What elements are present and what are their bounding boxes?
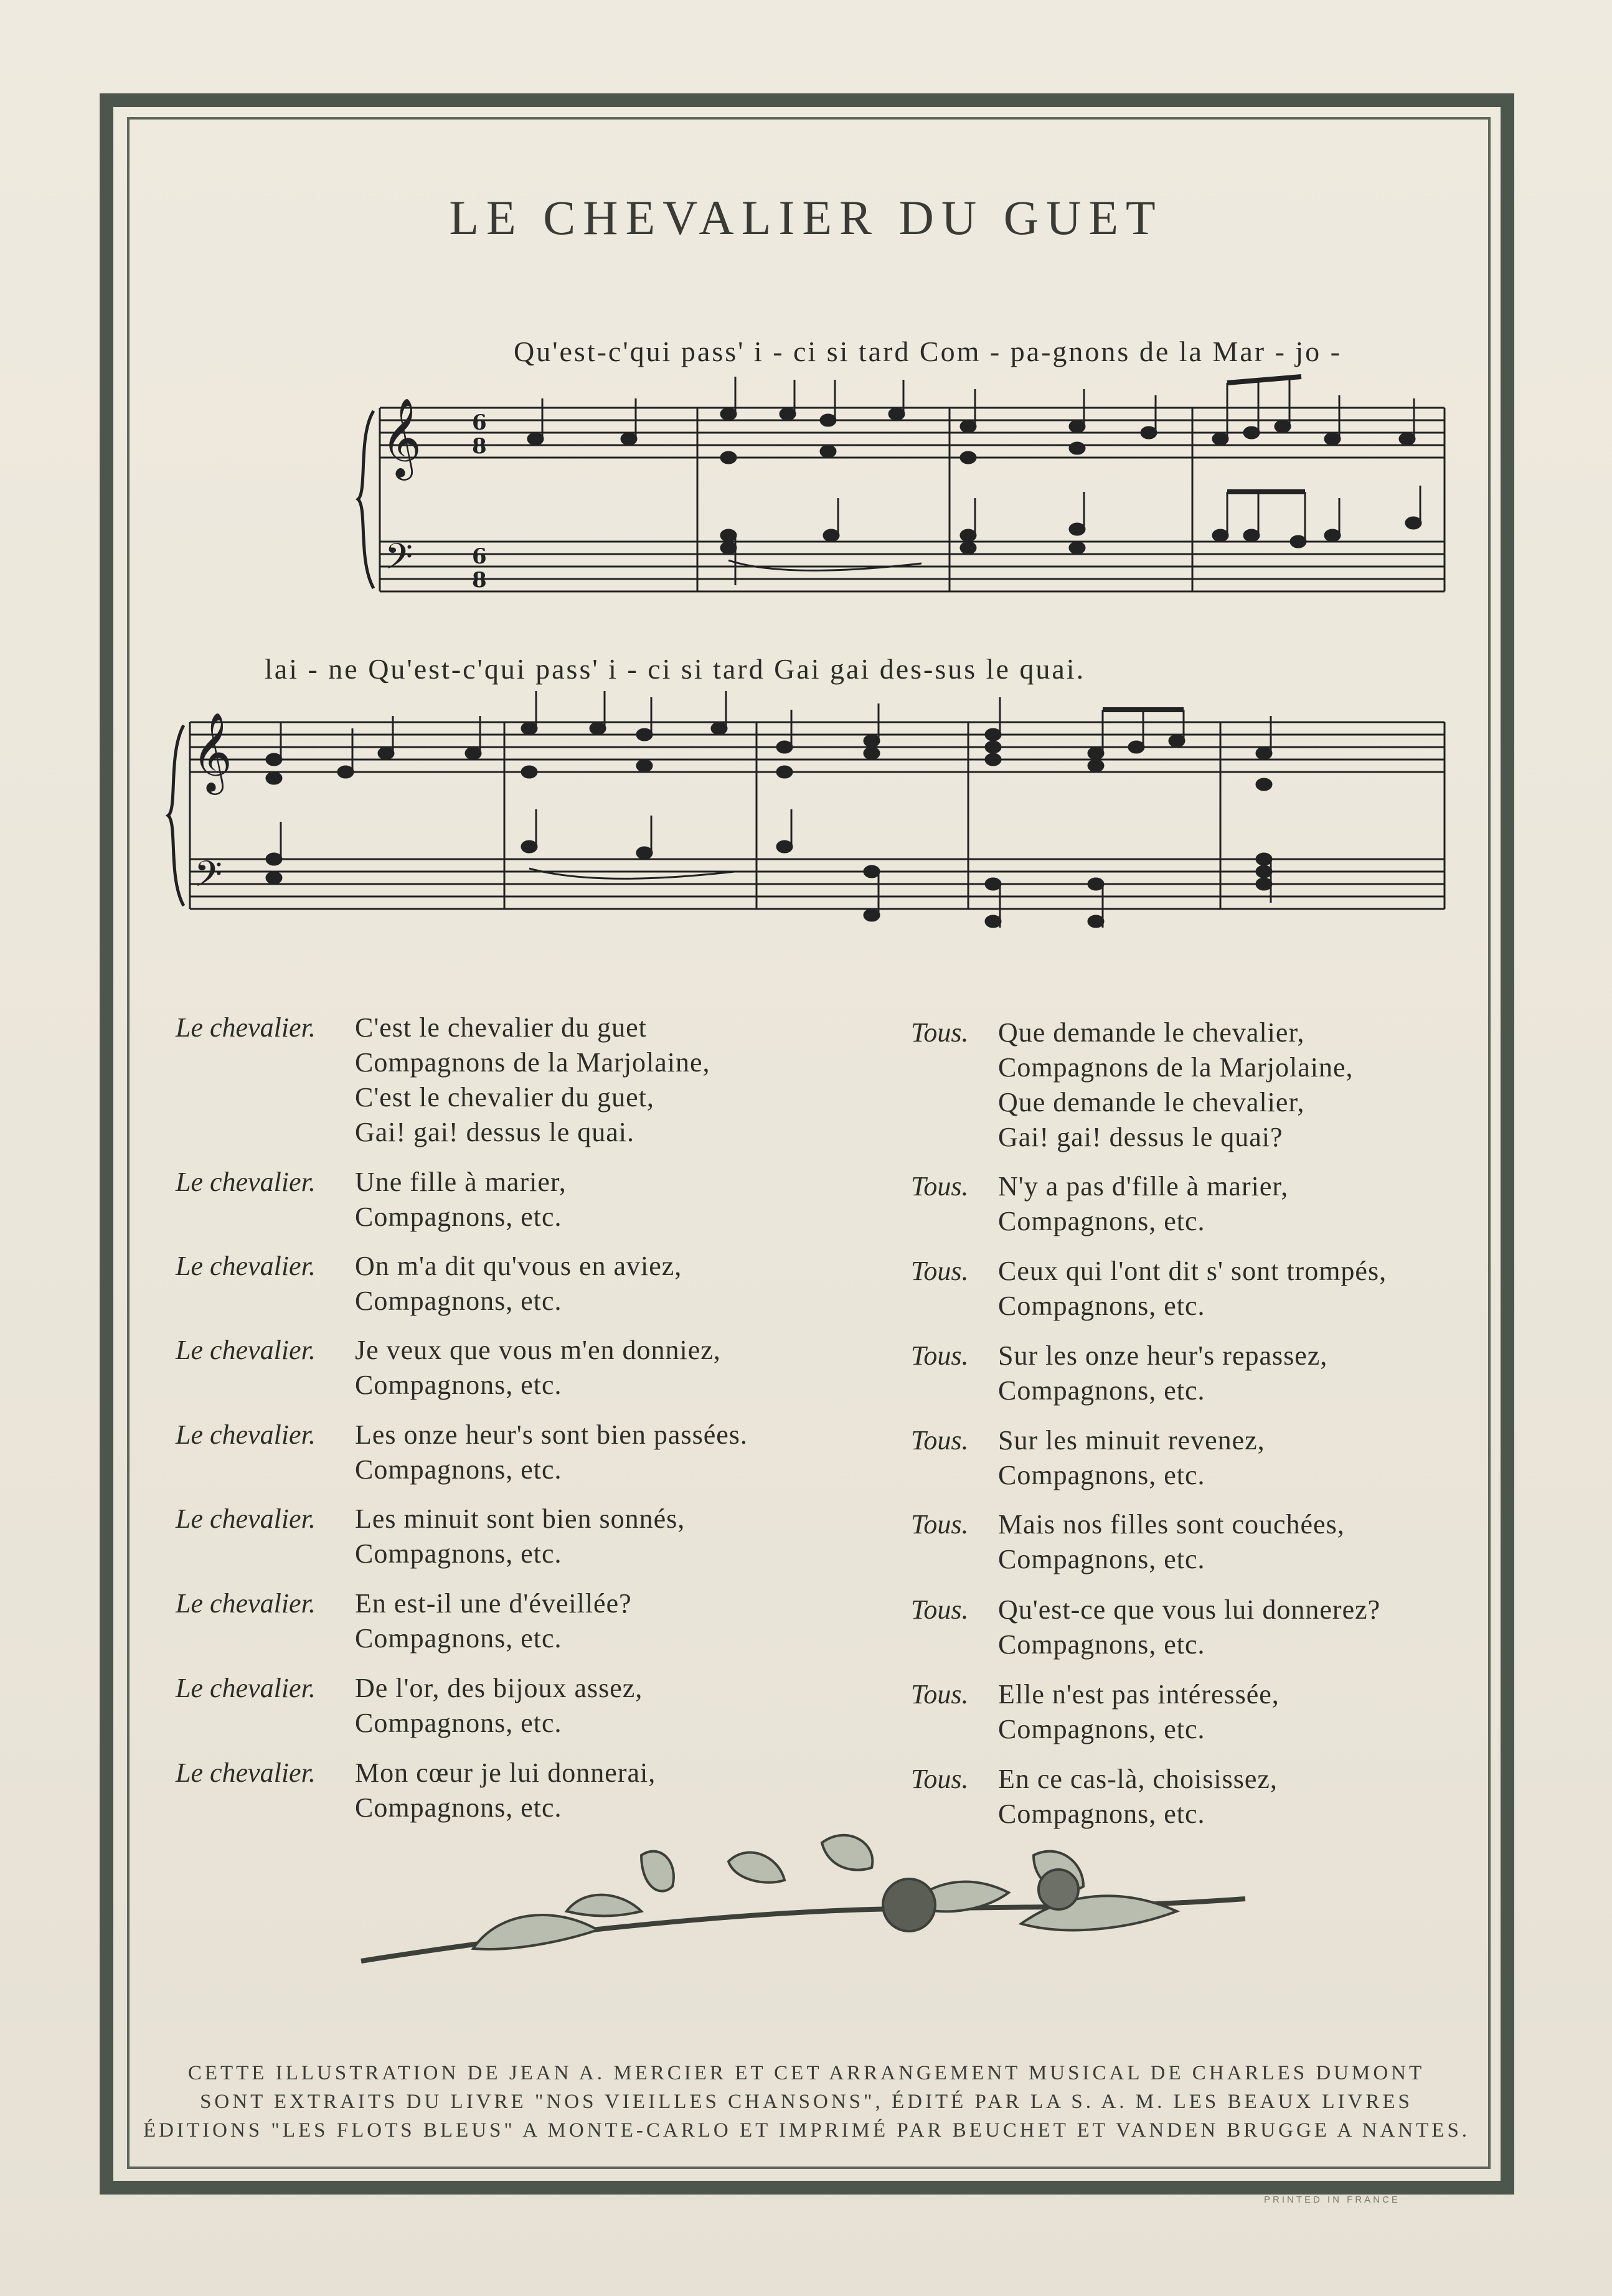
right-verse-1-line-2: Compagnons de la Marjolaine, (998, 1052, 1354, 1083)
system-2 (168, 722, 1445, 909)
right-verse-3-line-2: Compagnons, etc. (998, 1291, 1205, 1321)
credit-line-2: SONT EXTRAITS DU LIVRE "NOS VIEILLES CHANSONS", ÉDITÉ PAR LA S. A. M. LES BEAUX LIVRES (200, 2091, 1413, 2113)
right-verse-1-line-1: Que demande le chevalier, (998, 1017, 1305, 1048)
credit-line-1: CETTE ILLUSTRATION DE JEAN A. MERCIER ET CET ARRANGEMENT MUSICAL DE CHARLES DUMONT (187, 2062, 1425, 2084)
bass-clef-2-icon: 𝄢 (194, 853, 223, 904)
right-verse-7-line-1: Qu'est-ce que vous lui donnerez? (998, 1594, 1381, 1625)
right-verse-2-speaker: Tous. (911, 1171, 969, 1202)
left-verse-6-speaker: Le chevalier. (176, 1503, 316, 1534)
right-verse-9-line-2: Compagnons, etc. (998, 1799, 1205, 1829)
brace-1 (358, 411, 374, 588)
right-verse-8-line-2: Compagnons, etc. (998, 1714, 1205, 1744)
left-verse-9-line-2: Compagnons, etc. (355, 1792, 562, 1823)
left-verse-7-line-1: En est-il une d'éveillée? (355, 1588, 632, 1619)
left-verse-9-line-1: Mon cœur je lui donnerai, (355, 1757, 656, 1788)
right-verse-5-line-1: Sur les minuit revenez, (998, 1425, 1265, 1456)
treble-clef-icon: 𝄞 (381, 397, 422, 477)
left-verse-5-line-2: Compagnons, etc. (355, 1454, 562, 1485)
right-verse-6-speaker: Tous. (911, 1509, 969, 1540)
bass-clef-icon: 𝄢 (385, 535, 413, 586)
score-lyrics-line-2: lai - ne Qu'est-c'qui pass' i - ci si tard Gai gai des-sus le quai. (265, 653, 1086, 685)
right-verse-4-line-2: Compagnons, etc. (998, 1375, 1205, 1406)
left-verse-9-speaker: Le chevalier. (176, 1757, 316, 1788)
left-verse-7-speaker: Le chevalier. (176, 1588, 316, 1619)
left-verse-4-line-2: Compagnons, etc. (355, 1370, 562, 1400)
right-verse-1-speaker: Tous. (911, 1017, 969, 1048)
right-verse-6-line-2: Compagnons, etc. (998, 1544, 1205, 1574)
left-verse-3-line-2: Compagnons, etc. (355, 1286, 562, 1316)
score-lyrics-line-1: Qu'est-c'qui pass' i - ci si tard Com - pa-gnons de la Mar - jo - (514, 336, 1342, 367)
right-verse-6-line-1: Mais nos filles sont couchées, (998, 1509, 1345, 1540)
right-verse-3-line-1: Ceux qui l'ont dit s' sont trompés, (998, 1256, 1387, 1286)
left-verse-4-line-1: Je veux que vous m'en donniez, (355, 1335, 721, 1365)
left-verse-1-line-1: C'est le chevalier du guet (355, 1012, 647, 1043)
right-verse-5-line-2: Compagnons, etc. (998, 1460, 1205, 1490)
left-verse-8-speaker: Le chevalier. (176, 1673, 316, 1703)
left-verse-1-line-3: C'est le chevalier du guet, (355, 1082, 654, 1113)
right-verse-8-speaker: Tous. (911, 1679, 969, 1710)
right-verse-3-speaker: Tous. (911, 1256, 969, 1286)
treble-clef-2-icon: 𝄞 (192, 712, 233, 791)
left-verse-1-speaker: Le chevalier. (176, 1012, 316, 1043)
right-verse-4-line-1: Sur les onze heur's repassez, (998, 1340, 1328, 1371)
left-verse-8-line-2: Compagnons, etc. (355, 1708, 562, 1738)
system-1 (358, 408, 1445, 591)
right-verse-5-speaker: Tous. (911, 1425, 969, 1456)
right-verse-7-line-2: Compagnons, etc. (998, 1629, 1205, 1660)
right-verse-9-line-1: En ce cas-là, choisissez, (998, 1764, 1278, 1794)
right-verse-8-line-1: Elle n'est pas intéressée, (998, 1679, 1280, 1710)
brace-2 (168, 725, 184, 906)
right-verse-9-speaker: Tous. (911, 1764, 969, 1794)
left-verse-1-line-4: Gai! gai! dessus le quai. (355, 1117, 634, 1147)
left-verse-4-speaker: Le chevalier. (176, 1335, 316, 1365)
time-sig-1-bass-b: 8 (472, 568, 487, 593)
floral-ornament (349, 1818, 1258, 2005)
left-verse-3-line-1: On m'a dit qu'vous en aviez, (355, 1251, 682, 1281)
left-verse-7-line-2: Compagnons, etc. (355, 1623, 562, 1654)
left-verse-5-line-1: Les onze heur's sont bien passées. (355, 1419, 748, 1450)
right-verse-2-line-1: N'y a pas d'fille à marier, (998, 1171, 1289, 1202)
left-verse-8-line-1: De l'or, des bijoux assez, (355, 1673, 643, 1703)
left-verse-6-line-2: Compagnons, etc. (355, 1538, 562, 1569)
left-verse-2-line-2: Compagnons, etc. (355, 1202, 562, 1232)
treble-staff-2 (190, 722, 1445, 772)
right-verse-1-line-3: Que demande le chevalier, (998, 1087, 1305, 1117)
barlines-2 (190, 722, 1445, 909)
right-verse-7-speaker: Tous. (911, 1594, 969, 1625)
left-verse-6-line-1: Les minuit sont bien sonnés, (355, 1503, 686, 1534)
left-verse-2-line-1: Une fille à marier, (355, 1167, 567, 1197)
notes-2 (266, 691, 1271, 928)
left-verse-2-speaker: Le chevalier. (176, 1167, 316, 1197)
printed-in-france: PRINTED IN FRANCE (1264, 2195, 1400, 2205)
time-sig-1-bass: 6 (472, 544, 487, 569)
credit-line-3: ÉDITIONS "LES FLOTS BLEUS" A MONTE-CARLO ET IMPRIMÉ PAR BEUCHET ET VANDEN BRUGGE A NANTES. (143, 2119, 1471, 2142)
time-sig-1-treble: 6 (472, 410, 487, 435)
music-score (0, 0, 1612, 971)
song-title: LE CHEVALIER DU GUET (449, 191, 1163, 245)
right-verse-1-line-4: Gai! gai! dessus le quai? (998, 1122, 1283, 1152)
left-verse-3-speaker: Le chevalier. (176, 1251, 316, 1281)
right-verse-2-line-2: Compagnons, etc. (998, 1206, 1205, 1236)
right-verse-4-speaker: Tous. (911, 1340, 969, 1371)
left-verse-1-line-2: Compagnons de la Marjolaine, (355, 1047, 710, 1078)
bass-staff-1 (380, 542, 1445, 591)
time-sig-1-treble-b: 8 (472, 434, 487, 459)
left-verse-5-speaker: Le chevalier. (176, 1419, 316, 1450)
